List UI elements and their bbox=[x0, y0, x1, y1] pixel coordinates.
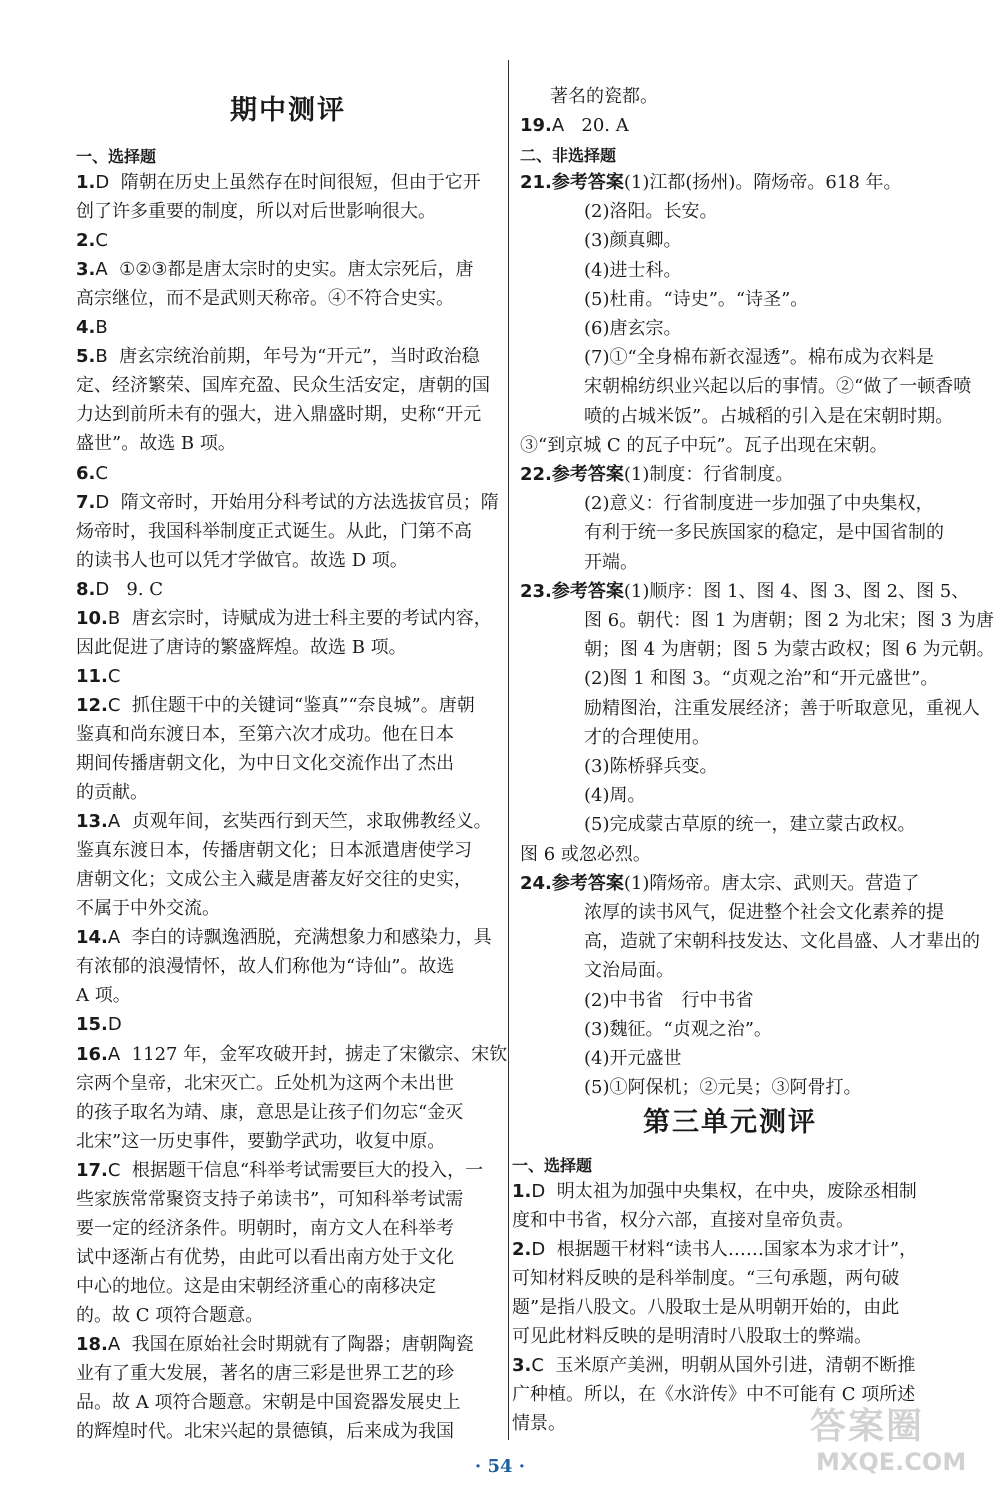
answer-line bbox=[76, 956, 454, 978]
answer-choice: A bbox=[107, 927, 121, 949]
answer-line bbox=[76, 1421, 454, 1443]
answer-choice: D bbox=[95, 491, 110, 513]
question-number: 2. bbox=[512, 1239, 532, 1260]
explanation-text: 鉴真和尚东渡日本，至第六次才成功。他在日本 bbox=[76, 723, 454, 745]
explanation-text: 宋朝棉纺织业兴起以后的事情。②“做了一顿香喷 bbox=[584, 376, 972, 398]
explanation-text: 才的合理使用。 bbox=[584, 726, 710, 748]
explanation-text: 李白的诗飘逸洒脱，充满想象力和感染力，具 bbox=[120, 927, 492, 949]
explanation-text: 广种植。所以，在《水浒传》中不可能有 C 项所述 bbox=[512, 1384, 916, 1405]
answer-line bbox=[76, 1363, 454, 1385]
question-number: 5. bbox=[76, 346, 96, 368]
explanation-text: 的辉煌时代。北宋兴起的景德镇，后来成为我国 bbox=[76, 1421, 454, 1443]
answer-line bbox=[584, 230, 682, 252]
explanation-text: 20. A bbox=[564, 115, 629, 136]
answer-line bbox=[76, 927, 492, 949]
answer-line bbox=[584, 814, 916, 836]
explanation-text: A 项。 bbox=[76, 985, 131, 1007]
answer-line bbox=[76, 463, 108, 485]
unit-test-title: 第三单元测评 bbox=[643, 1107, 817, 1138]
answer-line bbox=[76, 1044, 507, 1066]
answer-choice: C bbox=[107, 1159, 121, 1181]
explanation-text: 品。故 A 项符合题意。宋朝是中国瓷器发展史上 bbox=[76, 1392, 461, 1414]
column-divider bbox=[508, 60, 509, 1440]
question-number: 17. bbox=[76, 1159, 108, 1181]
question-number: 3. bbox=[512, 1355, 532, 1376]
answer-line bbox=[76, 1218, 454, 1240]
answer-line bbox=[584, 522, 944, 544]
answer-choice: A bbox=[107, 1043, 121, 1065]
explanation-text: ③“到京城 C 的瓦子中玩”。瓦子出现在宋朝。 bbox=[520, 434, 888, 456]
answer-line bbox=[584, 406, 953, 428]
answer-line bbox=[520, 873, 919, 895]
explanation-text: 唐朝文化；文成公主入藏是唐蕃友好交往的史实， bbox=[76, 869, 472, 891]
answer-choice: B bbox=[95, 346, 108, 368]
explanation-text: 的读书人也可以凭才学做官。故选 D 项。 bbox=[76, 549, 408, 571]
section-heading: 一、选择题 bbox=[512, 1156, 593, 1175]
answer-line bbox=[76, 1189, 463, 1211]
explanation-text: 炀帝时，我国科举制度正式诞生。从此，门第不高 bbox=[76, 520, 472, 542]
answer-line bbox=[584, 610, 994, 632]
answer-line bbox=[584, 347, 934, 369]
answer-choice: A bbox=[95, 259, 108, 281]
answer-line bbox=[584, 1048, 682, 1070]
explanation-text: (1)制度：行省制度。 bbox=[623, 464, 794, 485]
question-number: 21. bbox=[520, 172, 552, 193]
answer-line bbox=[76, 1247, 454, 1269]
answer-line bbox=[550, 86, 658, 108]
question-number: 3. bbox=[76, 259, 96, 281]
explanation-text: (3)陈桥驿兵变。 bbox=[584, 756, 718, 777]
answer-line bbox=[512, 1413, 566, 1435]
answer-line bbox=[76, 1160, 483, 1182]
explanation-text: 我国在原始社会时期就有了陶器；唐朝陶瓷 bbox=[120, 1334, 474, 1355]
answer-line bbox=[76, 1305, 263, 1327]
answer-line bbox=[584, 727, 710, 749]
answer-line bbox=[76, 811, 492, 833]
answer-line bbox=[520, 172, 902, 194]
answer-line bbox=[584, 552, 638, 574]
answer-choice: D bbox=[531, 1181, 546, 1202]
watermark-text-top: 答案圈 bbox=[810, 1406, 925, 1447]
explanation-text: (1)江都(扬州)。隋炀帝。618 年。 bbox=[623, 172, 902, 193]
page-number-value: 54 bbox=[487, 1456, 513, 1477]
answer-line bbox=[584, 376, 971, 398]
answer-choice: A bbox=[551, 115, 565, 136]
answer-line bbox=[584, 260, 682, 282]
explanation-text: (5)杜甫。“诗史”。“诗圣”。 bbox=[584, 288, 809, 310]
explanation-text: 高，造就了宋朝科技发达、文化昌盛、人才辈出的 bbox=[584, 931, 980, 953]
explanation-text: 试中逐渐占有优势，由此可以看出南方处于文化 bbox=[76, 1246, 454, 1268]
explanation-text: 明太祖为加强中央集权，在中央，废除丞相制 bbox=[545, 1181, 917, 1202]
explanation-text: (1)顺序：图 1、图 4、图 3、图 2、图 5、 bbox=[623, 580, 970, 602]
answer-choice: C bbox=[107, 665, 121, 687]
explanation-text: (6)唐玄宗。 bbox=[584, 318, 682, 339]
answer-line bbox=[520, 581, 969, 603]
watermark-logo bbox=[810, 1398, 990, 1486]
answer-line bbox=[76, 550, 408, 572]
explanation-text: 要一定的经济条件。明朝时，南方文人在科举考 bbox=[76, 1217, 454, 1239]
explanation-text: 定、经济繁荣、国库充盈、民众生活安定，唐朝的国 bbox=[76, 375, 490, 397]
answer-line bbox=[76, 782, 148, 804]
explanation-text: 鉴真东渡日本，传播唐朝文化；日本派遣唐使学习 bbox=[76, 840, 472, 862]
explanation-text: 高宗继位，而不是武则天称帝。④不符合史实。 bbox=[76, 288, 454, 310]
answer-line bbox=[584, 902, 944, 924]
answer-line bbox=[76, 375, 490, 397]
answer-line bbox=[512, 1268, 899, 1290]
explanation-text: 图 6 或忽必烈。 bbox=[520, 843, 651, 865]
explanation-text: 唐玄宗统治前期，年号为“开元”，当时政治稳 bbox=[107, 346, 480, 368]
watermark-text-bottom: MXQE.COM bbox=[816, 1448, 967, 1476]
answer-line bbox=[76, 521, 472, 543]
explanation-text: 朝；图 4 为唐朝；图 5 为蒙古政权；图 6 为元朝。 bbox=[584, 639, 995, 661]
answer-choice: C bbox=[107, 694, 121, 716]
answer-line bbox=[76, 346, 480, 368]
explanation-text: (7)①“全身棉布新衣湿透”。棉布成为衣料是 bbox=[584, 347, 934, 369]
answer-line bbox=[76, 1073, 454, 1095]
answer-line bbox=[76, 898, 220, 920]
answer-line bbox=[512, 1355, 915, 1377]
answer-line bbox=[76, 869, 472, 891]
question-number: 19. bbox=[520, 115, 552, 136]
answer-line bbox=[584, 318, 682, 340]
explanation-text: 根据题干信息“科举考试需要巨大的投入，一 bbox=[120, 1159, 484, 1181]
explanation-text: 浓厚的读书风气，促进整个社会文化素养的提 bbox=[584, 902, 944, 923]
answer-line bbox=[76, 492, 499, 514]
explanation-text: 盛世”。故选 B 项。 bbox=[76, 433, 236, 455]
page-title: 期中测评 bbox=[230, 95, 346, 126]
answer-line bbox=[76, 1014, 122, 1036]
answer-line bbox=[584, 639, 995, 661]
question-number: 16. bbox=[76, 1043, 108, 1065]
answer-line bbox=[76, 724, 454, 746]
explanation-text: 1127 年，金军攻破开封，掳走了宋徽宗、宋钦 bbox=[120, 1043, 508, 1065]
explanation-text: 励精图治，注重发展经济；善于听取意见，重视人 bbox=[584, 697, 980, 719]
explanation-text: 情景。 bbox=[512, 1413, 566, 1434]
answer-line bbox=[512, 1297, 899, 1319]
explanation-text: 的孩子取名为靖、康，意思是让孩子们勿忘“金灭 bbox=[76, 1101, 464, 1123]
explanation-text: 中心的地位。这是由宋朝经济重心的南移决定 bbox=[76, 1275, 436, 1297]
explanation-text: 可知材料反映的是科举制度。“三句承题，两句破 bbox=[512, 1268, 900, 1289]
answer-line bbox=[520, 435, 888, 457]
explanation-text: (2)图 1 和图 3。“贞观之治”和“开元盛世”。 bbox=[584, 668, 939, 690]
question-number: 8. bbox=[76, 578, 96, 600]
explanation-text: (3)魏征。“贞观之治”。 bbox=[584, 1018, 772, 1040]
answer-line bbox=[76, 1334, 474, 1356]
answer-choice: C bbox=[95, 230, 108, 252]
explanation-text: 创了许多重要的制度，所以对后世影响很大。 bbox=[76, 201, 436, 223]
explanation-text: 题”是指八股文。八股取士是从明朝开始的，由此 bbox=[512, 1297, 900, 1318]
answer-choice: 参考答案 bbox=[551, 464, 624, 485]
answer-choice: B bbox=[107, 607, 121, 629]
answer-line bbox=[76, 259, 474, 281]
explanation-text: (5)完成蒙古草原的统一，建立蒙古政权。 bbox=[584, 814, 916, 836]
explanation-text: 著名的瓷都。 bbox=[550, 86, 658, 107]
answer-line bbox=[584, 756, 718, 778]
explanation-text: 因此促进了唐诗的繁盛辉煌。故选 B 项。 bbox=[76, 636, 407, 658]
answer-line bbox=[76, 230, 108, 252]
answer-line bbox=[76, 317, 108, 339]
answer-line bbox=[76, 985, 131, 1007]
explanation-text: 的。故 C 项符合题意。 bbox=[76, 1304, 264, 1326]
answer-choice: 参考答案 bbox=[551, 580, 624, 602]
answer-choice: D bbox=[531, 1239, 546, 1260]
explanation-text: 北宋”这一历史事件，要勤学武功，收复中原。 bbox=[76, 1130, 446, 1152]
question-number: 10. bbox=[76, 607, 108, 629]
section-heading: 二、非选择题 bbox=[520, 146, 617, 165]
explanation-text: 期间传播唐朝文化，为中日文化交流作出了杰出 bbox=[76, 753, 454, 774]
explanation-text: 的贡献。 bbox=[76, 782, 148, 804]
answer-line bbox=[584, 289, 808, 311]
answer-line bbox=[76, 288, 454, 310]
answer-line bbox=[76, 172, 481, 194]
explanation-text: 有浓郁的浪漫情怀，故人们称他为“诗仙”。故选 bbox=[76, 956, 455, 978]
question-number: 6. bbox=[76, 462, 96, 484]
answer-line bbox=[76, 608, 492, 630]
explanation-text: 抓住题干中的关键词“鉴真”“奈良城”。唐朝 bbox=[120, 694, 475, 716]
explanation-text: 根据题干材料“读书人……国家本为求才计”， bbox=[545, 1239, 918, 1260]
explanation-text: 9. C bbox=[109, 578, 164, 600]
answer-choice: A bbox=[107, 1334, 121, 1355]
question-number: 18. bbox=[76, 1334, 108, 1355]
explanation-text: 度和中书省，权分六部，直接对皇帝负责。 bbox=[512, 1210, 854, 1231]
answer-line bbox=[584, 1077, 862, 1099]
answer-choice: D bbox=[95, 172, 110, 193]
explanation-text: (5)①阿保机；②元昊；③阿骨打。 bbox=[584, 1077, 862, 1099]
explanation-text: 可见此材料反映的是明清时八股取士的弊端。 bbox=[512, 1326, 872, 1347]
question-number: 7. bbox=[76, 491, 96, 513]
explanation-text: 隋朝在历史上虽然存在时间很短，但由于它开 bbox=[109, 172, 481, 193]
question-number: 22. bbox=[520, 464, 552, 485]
answer-line bbox=[76, 840, 472, 862]
answer-choice: C bbox=[95, 462, 108, 484]
question-number: 2. bbox=[76, 230, 96, 252]
answer-line bbox=[76, 753, 454, 775]
explanation-text: (4)周。 bbox=[584, 785, 646, 807]
question-number: 13. bbox=[76, 811, 108, 833]
answer-choice: C bbox=[531, 1355, 544, 1376]
page-number: · 54 · bbox=[474, 1456, 526, 1477]
question-number: 23. bbox=[520, 580, 552, 602]
answer-line bbox=[76, 579, 163, 601]
explanation-text: 有利于统一多民族国家的稳定，是中国省制的 bbox=[584, 522, 944, 544]
question-number: 15. bbox=[76, 1014, 108, 1036]
explanation-text: (4)进士科。 bbox=[584, 259, 682, 281]
explanation-text: 些家族常常聚资支持子弟读书”，可知科举考试需 bbox=[76, 1188, 464, 1210]
explanation-text: 隋文帝时，开始用分科考试的方法选拔官员；隋 bbox=[109, 491, 499, 513]
explanation-text: 文治局面。 bbox=[584, 960, 674, 982]
explanation-text: 开端。 bbox=[584, 551, 638, 573]
answer-line bbox=[76, 404, 481, 426]
explanation-text: 贞观年间，玄奘西行到天竺，求取佛教经义。 bbox=[120, 811, 492, 833]
question-number: 1. bbox=[512, 1181, 532, 1202]
answer-line bbox=[520, 844, 651, 866]
answer-line bbox=[584, 785, 646, 807]
explanation-text: 不属于中外交流。 bbox=[76, 898, 220, 920]
explanation-text: (2)意义：行省制度进一步加强了中央集权， bbox=[584, 493, 934, 515]
question-number: 11. bbox=[76, 665, 108, 687]
section-heading: 一、选择题 bbox=[76, 147, 157, 166]
explanation-text: 唐玄宗时，诗赋成为进士科主要的考试内容， bbox=[120, 607, 492, 629]
explanation-text: 喷的占城米饭”。占城稻的引入是在宋朝时期。 bbox=[584, 405, 954, 427]
explanation-text: (2)中书省 行中书省 bbox=[584, 989, 754, 1011]
answer-line bbox=[76, 637, 407, 659]
explanation-text: (2)洛阳。长安。 bbox=[584, 201, 718, 223]
explanation-text: 业有了重大发展，著名的唐三彩是世界工艺的珍 bbox=[76, 1363, 454, 1385]
answer-line bbox=[76, 695, 475, 717]
answer-line bbox=[76, 1276, 436, 1298]
answer-line bbox=[584, 960, 674, 982]
explanation-text: 宗两个皇帝，北宋灭亡。丘处机为这两个未出世 bbox=[76, 1072, 454, 1094]
explanation-text: 玉米原产美洲，明朝从国外引进，清朝不断推 bbox=[543, 1355, 916, 1376]
answer-choice: D bbox=[107, 1014, 122, 1036]
answer-line bbox=[76, 1102, 463, 1124]
answer-choice: B bbox=[95, 317, 108, 339]
answer-choice: 参考答案 bbox=[551, 172, 624, 193]
answer-line bbox=[512, 1181, 917, 1203]
answer-choice: D bbox=[95, 578, 110, 600]
answer-line bbox=[76, 666, 120, 688]
explanation-text: (3)颜真卿。 bbox=[584, 230, 682, 252]
answer-line bbox=[584, 668, 938, 690]
explanation-text: 图 6。朝代：图 1 为唐朝；图 2 为北宋；图 3 为唐 bbox=[584, 610, 994, 631]
explanation-text: (4)开元盛世 bbox=[584, 1048, 682, 1069]
answer-line bbox=[512, 1326, 872, 1348]
answer-line bbox=[76, 1392, 460, 1414]
question-number: 14. bbox=[76, 927, 108, 949]
answer-line bbox=[584, 493, 934, 515]
answer-line bbox=[76, 201, 436, 223]
answer-line bbox=[584, 1019, 772, 1041]
answer-line bbox=[584, 931, 980, 953]
question-number: 4. bbox=[76, 317, 96, 339]
answer-line bbox=[76, 1131, 445, 1153]
explanation-text: ①②③都是唐太宗时的史实。唐太宗死后，唐 bbox=[107, 259, 474, 281]
question-number: 1. bbox=[76, 172, 96, 193]
answer-line bbox=[76, 433, 236, 455]
explanation-text: (1)隋炀帝。唐太宗、武则天。营造了 bbox=[623, 872, 920, 894]
explanation-text: 力达到前所未有的强大，进入鼎盛时期，史称“开元 bbox=[76, 404, 482, 426]
answer-choice: A bbox=[107, 811, 121, 833]
answer-line bbox=[584, 201, 718, 223]
answer-line bbox=[520, 464, 793, 486]
answer-line bbox=[584, 990, 754, 1012]
answer-choice: 参考答案 bbox=[551, 872, 624, 894]
answer-line bbox=[584, 698, 980, 720]
answer-line bbox=[520, 115, 629, 137]
question-number: 12. bbox=[76, 694, 108, 716]
question-number: 24. bbox=[520, 872, 552, 894]
answer-line bbox=[512, 1210, 854, 1232]
answer-line bbox=[512, 1239, 917, 1261]
